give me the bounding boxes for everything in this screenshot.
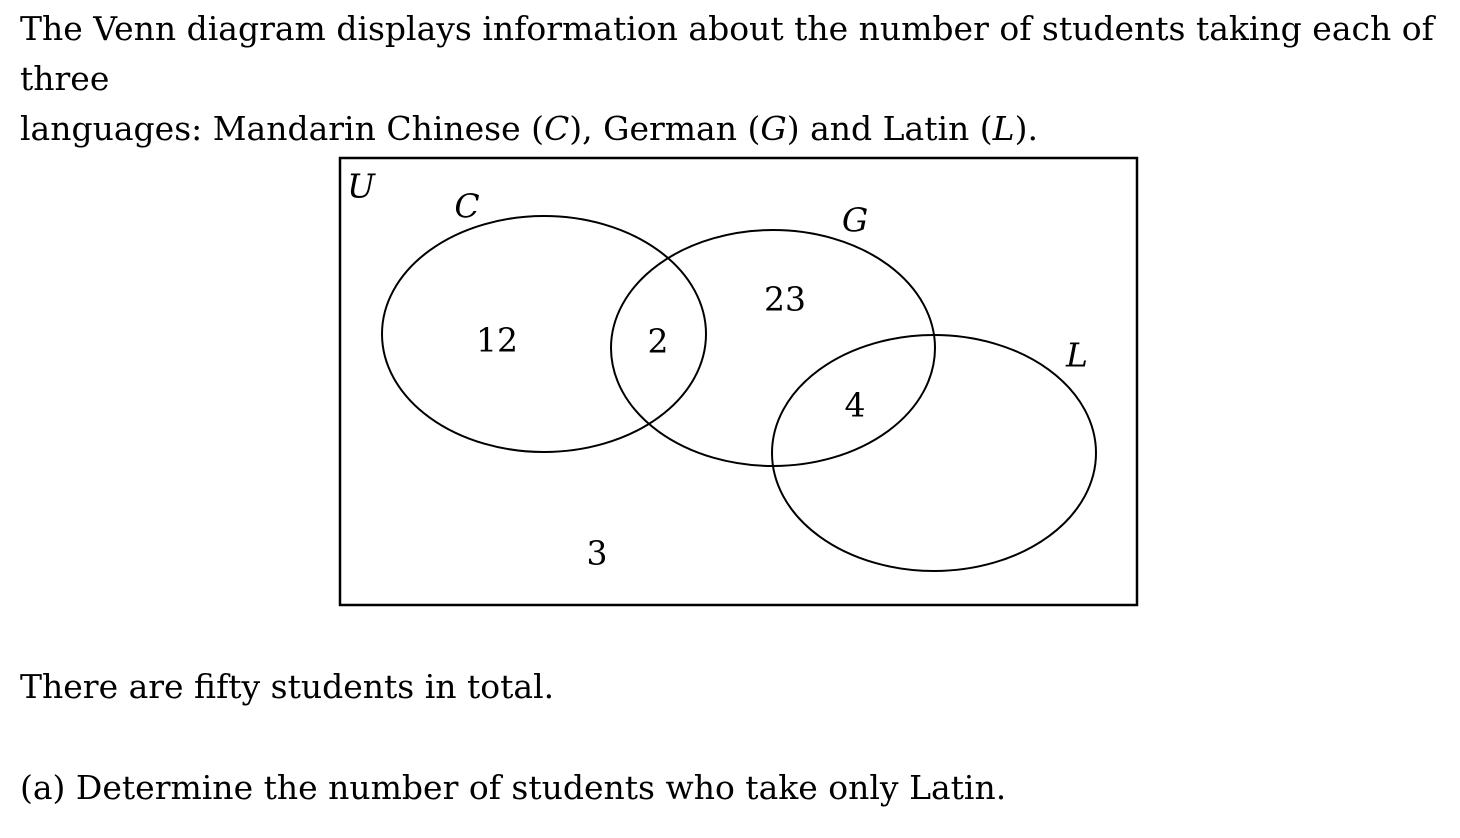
intro-line-1: The Venn diagram displays information about the number of students taking each of three [20,9,1434,98]
region-g-only: 23 [764,279,806,319]
region-c-and-g: 2 [647,321,669,361]
set-l-label: L [1066,335,1088,375]
universe-label: U [347,166,375,206]
intro-mid-2: ) and Latin ( [786,109,993,148]
question-a: (a) Determine the number of students who take only Latin. [20,768,1007,807]
set-l-symbol: L [992,109,1015,148]
set-g-label: G [841,200,869,240]
intro-mid-1: ), German ( [569,109,761,148]
region-outside: 3 [586,533,608,573]
set-g-symbol: G [760,109,787,148]
set-c-symbol: C [544,109,570,148]
region-c-only: 12 [476,320,518,360]
set-c-label: C [454,186,480,226]
total-statement: There are fifty students in total. [20,667,555,706]
set-l-ellipse [772,335,1096,571]
region-g-and-l: 4 [844,385,866,425]
intro-line-2-start: languages: Mandarin Chinese ( [20,109,544,148]
intro-end: ). [1014,109,1038,148]
